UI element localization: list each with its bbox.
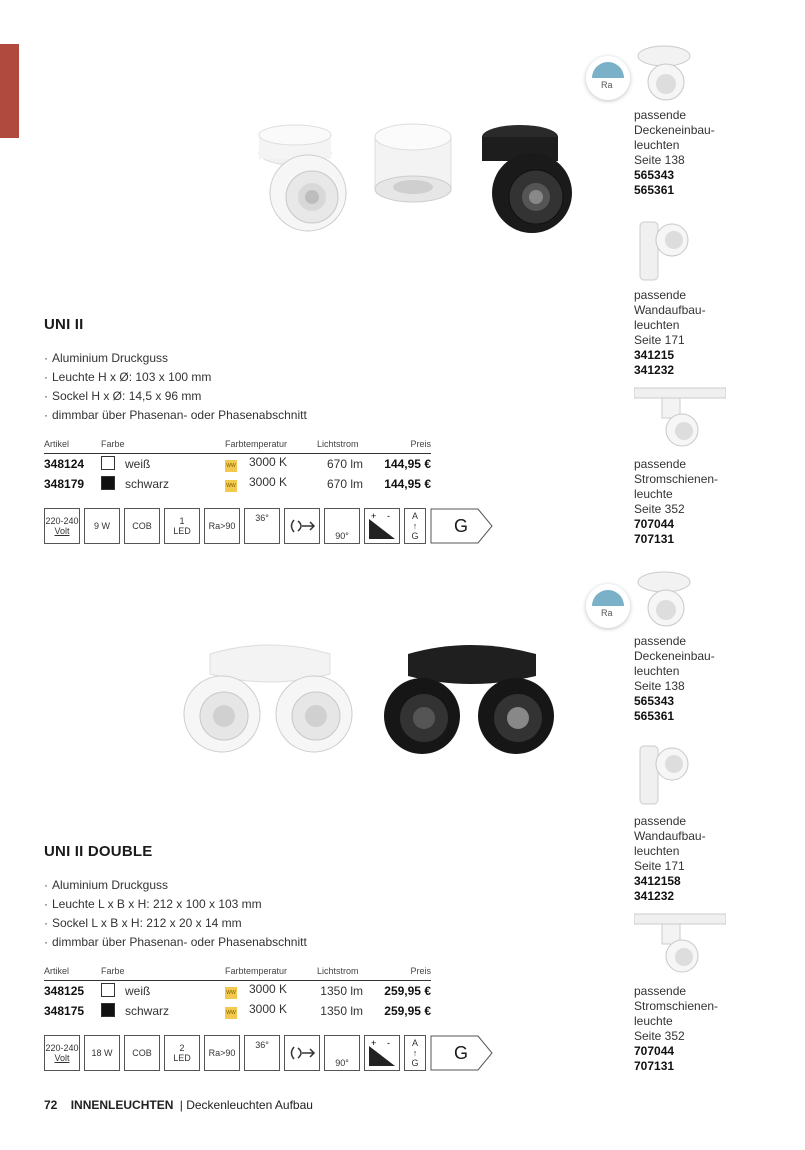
chapter-tab <box>0 44 19 138</box>
color-label: weiß <box>125 984 151 999</box>
led-count-icon: 1 LED <box>164 508 200 544</box>
accessory-wall: passende Wandaufbau- leuchten Seite 171 3412158 341232 <box>634 814 706 903</box>
wattage-icon: 9 W <box>84 508 120 544</box>
feature-icons <box>44 508 494 544</box>
svg-text:-: - <box>387 511 390 521</box>
accessory-track: passende Stromschienen- leuchte Seite 352 707044 707131 <box>634 457 719 546</box>
track-light-thumbnail <box>634 386 726 450</box>
feature-item: · dimmbar über Phasenan- oder Phasenabschnitt <box>44 933 484 952</box>
ra-badge: Ra <box>586 584 630 628</box>
energy-scale-icon: A ↑ G <box>404 1035 426 1071</box>
luminous-flux: 670 lm <box>326 476 363 491</box>
track-light-thumbnail <box>634 912 726 976</box>
col-artikel: Artikel <box>44 966 101 981</box>
ra-badge: Ra <box>586 56 630 100</box>
color-swatch-black <box>101 476 115 490</box>
recessed-light-thumbnail <box>636 570 692 630</box>
feature-item: · Leuchte H x Ø: 103 x 100 mm <box>44 368 484 387</box>
separator: | <box>179 1098 183 1112</box>
article-number: 348179 <box>44 476 85 491</box>
cri-icon: Ra>90 <box>204 508 240 544</box>
color-temperature: 3000 K <box>249 1002 288 1016</box>
led-count-icon: 2 LED <box>164 1035 200 1071</box>
color-temperature: 3000 K <box>249 982 288 997</box>
product-uni-ii <box>44 316 484 494</box>
accessory-wall: passende Wandaufbau- leuchten Seite 171 341215 341232 <box>634 288 706 377</box>
feature-item: · Aluminium Druckguss <box>44 349 484 368</box>
energy-class-label: G <box>430 508 494 544</box>
feature-item: · Sockel L x B x H: 212 x 20 x 14 mm <box>44 914 484 933</box>
feature-item: · Sockel H x Ø: 14,5 x 96 mm <box>44 387 484 406</box>
table-row <box>44 454 431 474</box>
energy-scale-icon: A ↑ G <box>404 508 426 544</box>
voltage-icon: 220-240 Volt <box>44 1035 80 1071</box>
recessed-light-thumbnail <box>636 44 692 104</box>
color-temperature: 3000 K <box>249 455 288 470</box>
color-swatch-black <box>101 1003 115 1017</box>
col-farbe: Farbe <box>101 439 225 454</box>
section-title: INNENLEUCHTEN <box>70 1098 174 1112</box>
color-swatch-white <box>101 456 115 470</box>
energy-class-label: G <box>430 1035 494 1071</box>
article-number: 348124 <box>44 456 85 471</box>
feature-list <box>44 876 484 952</box>
ww-icon: WW <box>225 460 237 472</box>
rotate-icon <box>284 1035 320 1071</box>
wall-light-thumbnail <box>636 742 692 808</box>
col-lichtstrom: Lichtstrom <box>317 439 377 454</box>
color-swatch-white <box>101 983 115 997</box>
col-preis: Preis <box>377 966 431 981</box>
price: 259,95 € <box>384 983 431 998</box>
feature-list <box>44 349 484 425</box>
price: 144,95 € <box>384 476 431 491</box>
wall-light-thumbnail <box>636 218 692 284</box>
color-label: weiß <box>125 457 151 472</box>
col-farbe: Farbe <box>101 966 225 981</box>
product-title: UNI II <box>44 316 84 333</box>
cri-icon: Ra>90 <box>204 1035 240 1071</box>
luminous-flux: 1350 lm <box>320 983 363 998</box>
luminous-flux: 670 lm <box>326 456 363 471</box>
col-farbtemp: Farbtemperatur <box>225 966 317 981</box>
cob-icon: COB <box>124 508 160 544</box>
cob-icon: COB <box>124 1035 160 1071</box>
accessory-track: passende Stromschienen- leuchte Seite 352 707044 707131 <box>634 984 719 1073</box>
product-title: UNI II DOUBLE <box>44 843 153 860</box>
product-uni-ii-double <box>44 843 484 1021</box>
col-artikel: Artikel <box>44 439 101 454</box>
svg-text:+: + <box>371 511 377 521</box>
dimmable-icon <box>364 1035 400 1071</box>
price: 144,95 € <box>384 456 431 471</box>
spec-table <box>44 966 431 1021</box>
page-footer <box>44 1098 313 1112</box>
tilt-icon: 90° <box>324 508 360 544</box>
color-label: schwarz <box>125 1004 170 1018</box>
luminous-flux: 1350 lm <box>320 1003 363 1018</box>
ww-icon: WW <box>225 987 237 999</box>
accessory-recessed: passende Deckeneinbau- leuchten Seite 138 565343 565361 <box>634 108 715 197</box>
col-farbtemp: Farbtemperatur <box>225 439 317 454</box>
page-number: 72 <box>44 1098 58 1112</box>
ww-icon: WW <box>225 1007 237 1019</box>
feature-item: · Leuchte L x B x H: 212 x 100 x 103 mm <box>44 895 484 914</box>
feature-item: · dimmbar über Phasenan- oder Phasenabschnitt <box>44 406 484 425</box>
voltage-icon: 220-240 Volt <box>44 508 80 544</box>
ww-icon: WW <box>225 480 237 492</box>
subsection-title: Deckenleuchten Aufbau <box>186 1098 313 1112</box>
table-row <box>44 1001 431 1021</box>
svg-text:+: + <box>371 1038 377 1048</box>
color-label: schwarz <box>125 477 170 491</box>
color-temperature: 3000 K <box>249 475 288 489</box>
product-image-uni-ii <box>250 115 580 240</box>
article-number: 348125 <box>44 983 85 998</box>
beam-angle-icon: 36° <box>244 1035 280 1071</box>
product-image-uni-ii-double <box>180 640 560 760</box>
article-number: 348175 <box>44 1003 85 1018</box>
feature-item: · Aluminium Druckguss <box>44 876 484 895</box>
svg-text:-: - <box>387 1038 390 1048</box>
col-lichtstrom: Lichtstrom <box>317 966 377 981</box>
table-row <box>44 981 431 1001</box>
tilt-icon: 90° <box>324 1035 360 1071</box>
rotate-icon <box>284 508 320 544</box>
accessory-recessed: passende Deckeneinbau- leuchten Seite 138 565343 565361 <box>634 634 715 723</box>
spec-table <box>44 439 431 494</box>
feature-icons <box>44 1035 494 1071</box>
col-preis: Preis <box>377 439 431 454</box>
price: 259,95 € <box>384 1003 431 1018</box>
table-row <box>44 474 431 494</box>
wattage-icon: 18 W <box>84 1035 120 1071</box>
beam-angle-icon: 36° <box>244 508 280 544</box>
dimmable-icon <box>364 508 400 544</box>
